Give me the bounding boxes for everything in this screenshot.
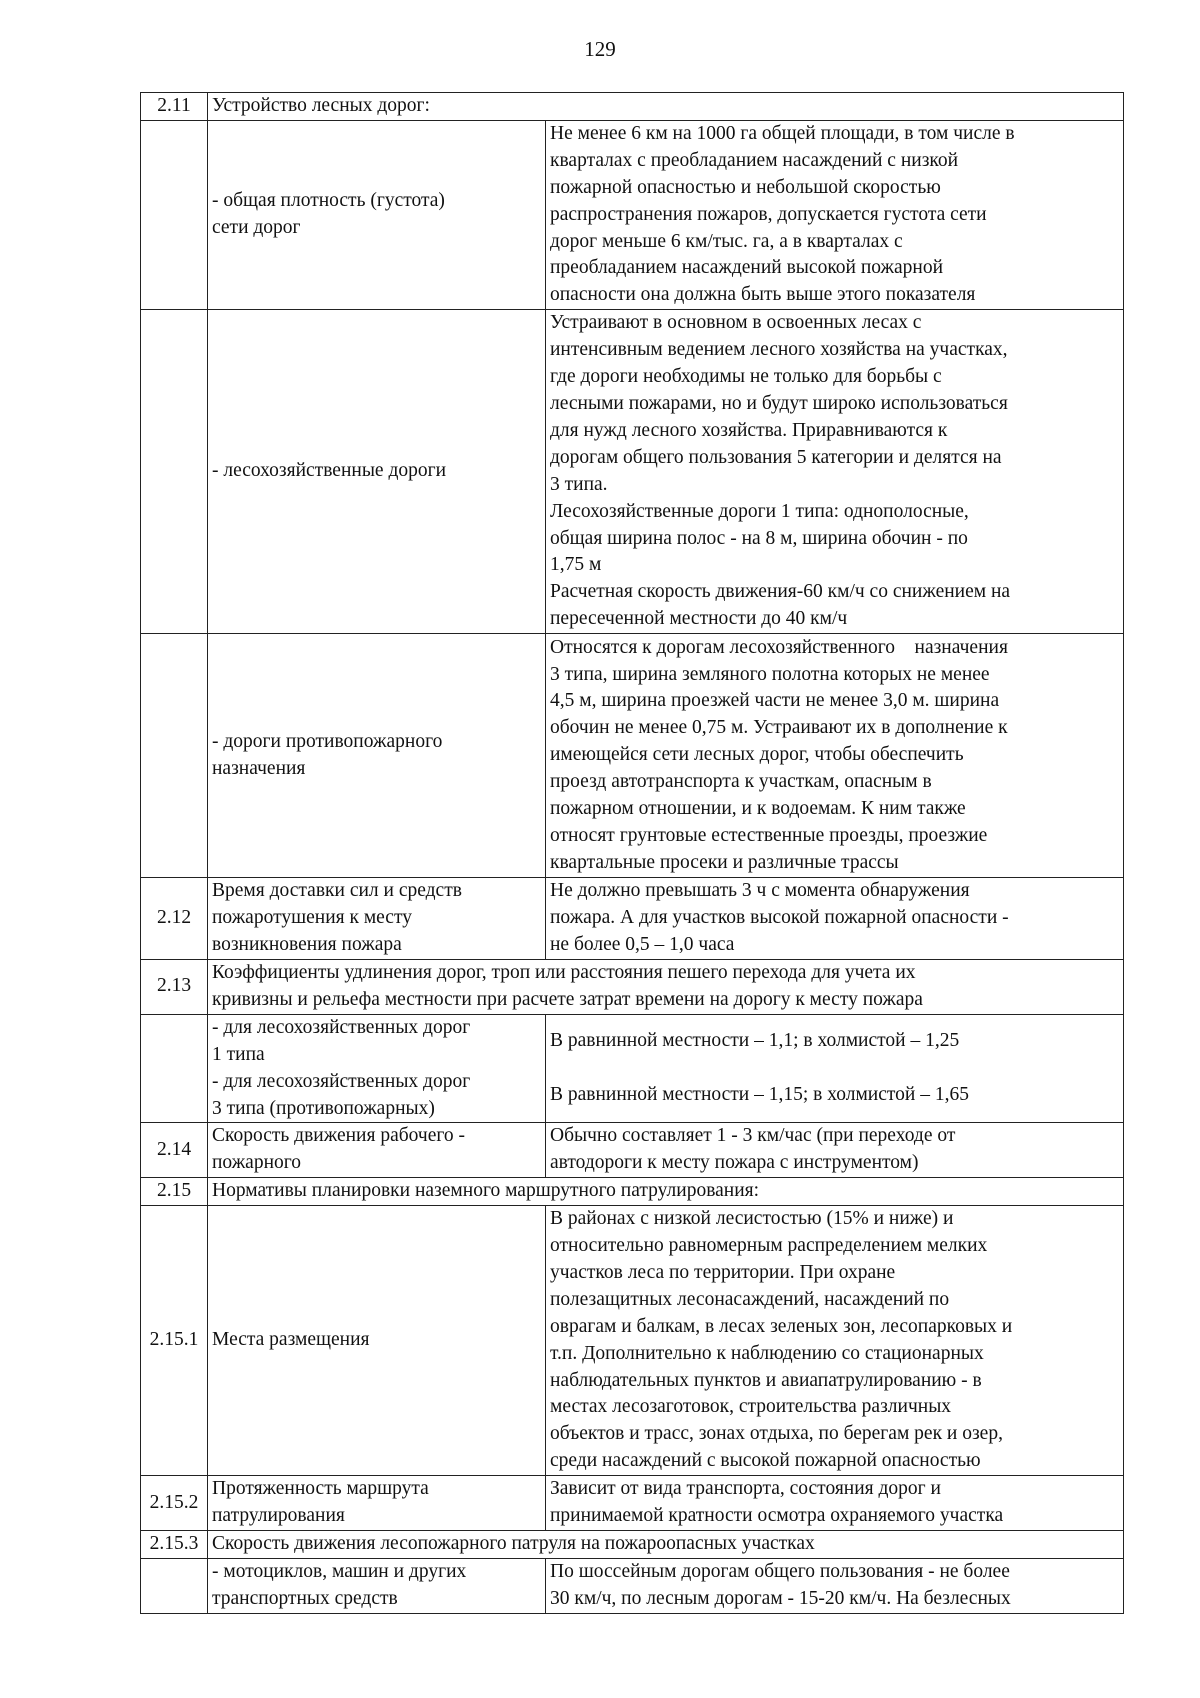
row-number: 2.14 [141,1123,208,1178]
parameter-label: Скорость движения рабочего - пожарного [208,1123,546,1178]
table-row [141,1558,1124,1613]
table-row [141,310,1124,634]
parameter-value: Устраивают в основном в освоенных лесах с интенсивным ведением лесного хозяйства на участках, где дороги необходимы не только для борьбы с лесными пожарами, но и будут широко использоваться для нужд лесного хозяйства. Приравниваются к дорогам общего пользования 5 категории и делятся на 3 типа. Лесохозяйственные дороги 1 типа: однополосные, общая ширина полос - на 8 м, ширина обочин - по 1,75 м Расчетная скорость движения-60 км/ч со снижением на пересеченной местности до 40 км/ч [546,310,1124,634]
parameter-label: Места размещения [208,1206,546,1476]
parameter-label: - лесохозяйственные дороги [208,310,546,634]
section-title: Нормативы планировки наземного маршрутного патрулирования: [208,1178,1124,1206]
table-row [141,634,1124,878]
table-row [141,1476,1124,1531]
parameter-label: - мотоциклов, машин и других транспортных средств [208,1558,546,1613]
parameter-label: - для лесохозяйственных дорог 1 типа - для лесохозяйственных дорог 3 типа (противопожарных) [208,1014,546,1123]
table-row [141,120,1124,309]
table-row [141,1531,1124,1559]
row-number: 2.15.3 [141,1531,208,1559]
parameter-value: Зависит от вида транспорта, состояния дорог и принимаемой кратности осмотра охраняемого участка [546,1476,1124,1531]
parameter-value: Относятся к дорогам лесохозяйственного назначения 3 типа, ширина земляного полотна которых не менее 4,5 м, ширина проезжей части не менее 3,0 м. ширина обочин не менее 0,75 м. Устраивают их в дополнение к имеющейся сети лесных дорог, чтобы обеспечить проезд автотранспорта к участкам, опасным в пожарном отношении, и к водоемам. К ним также относят грунтовые естественные проезды, проезжие квартальные просеки и различные трассы [546,634,1124,878]
parameter-value: В равнинной местности – 1,1; в холмистой – 1,25 В равнинной местности – 1,15; в холмистой – 1,65 [546,1014,1124,1123]
row-number: 2.15 [141,1178,208,1206]
parameter-label: Протяженность маршрута патрулирования [208,1476,546,1531]
table-row [141,1178,1124,1206]
section-title: Коэффициенты удлинения дорог, троп или расстояния пешего перехода для учета их кривизны и рельефа местности при расчете затрат времени на дорогу к месту пожара [208,959,1124,1014]
section-title: Устройство лесных дорог: [208,93,1124,121]
parameter-label: - общая плотность (густота) сети дорог [208,120,546,309]
row-number: 2.12 [141,878,208,960]
parameter-value: Не должно превышать 3 ч с момента обнаружения пожара. А для участков высокой пожарной опасности - не более 0,5 – 1,0 часа [546,878,1124,960]
table-row [141,93,1124,121]
parameter-label: - дороги противопожарного назначения [208,634,546,878]
table-row [141,1206,1124,1476]
table-row [141,959,1124,1014]
norms-table [140,92,1124,1614]
page-number: 129 [584,37,616,61]
table-row [141,1014,1124,1123]
parameter-value: Обычно составляет 1 - 3 км/час (при переходе от автодороги к месту пожара с инструментом) [546,1123,1124,1178]
row-number: 2.13 [141,959,208,1014]
section-title: Скорость движения лесопожарного патруля на пожароопасных участках [208,1531,1124,1559]
parameter-label: Время доставки сил и средств пожаротушения к месту возникновения пожара [208,878,546,960]
parameter-value: В районах с низкой лесистостью (15% и ниже) и относительно равномерным распределением мелких участков леса по территории. При охране полезащитных лесонасаждений, насаждений по оврагам и балкам, в лесах зеленых зон, лесопарковых и т.п. Дополнительно к наблюдению со стационарных наблюдательных пунктов и авиапатрулированию - в местах лесозаготовок, строительства различных объектов и трасс, зонах отдыха, по берегам рек и озер, среди насаждений с высокой пожарной опасностью [546,1206,1124,1476]
row-number: 2.15.1 [141,1206,208,1476]
row-number: 2.11 [141,93,208,121]
table-row [141,878,1124,960]
parameter-value: По шоссейным дорогам общего пользования - не более 30 км/ч, по лесным дорогам - 15-20 км/ч. На безлесных [546,1558,1124,1613]
parameter-value: Не менее 6 км на 1000 га общей площади, в том числе в кварталах с преобладанием насаждений с низкой пожарной опасностью и небольшой скоростью распространения пожаров, допускается густота сети дорог меньше 6 км/тыс. га, а в кварталах с преобладанием насаждений высокой пожарной опасности она должна быть выше этого показателя [546,120,1124,309]
row-number: 2.15.2 [141,1476,208,1531]
table-row [141,1123,1124,1178]
